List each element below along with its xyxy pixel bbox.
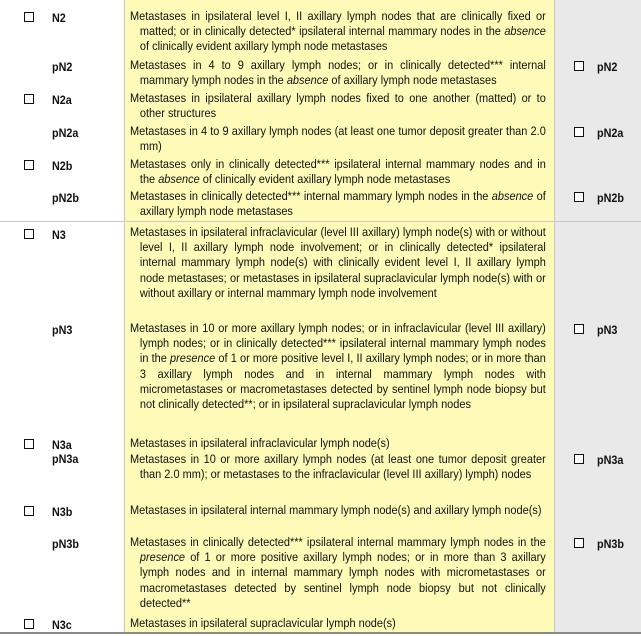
checkbox-n2b[interactable] [24,160,34,170]
description: Metastases in 10 or more axillary lymph nodes (at least one tumor deposit greater than 2.0 mm); or metastases to the infraclavicular (level III axillary) lymph) nodes [130,452,546,482]
column-divider [554,0,555,633]
description: Metastases in clinically detected*** ipsilateral internal mammary lymph nodes in the presence of 1 or more positive axillary lymph nodes; or in more than 3 axillary lymph nodes and in internal mammary lymph nodes with micrometastases or macrometastases detected by sentinel lymph node biopsy but not clinically detected** [130,535,546,610]
checkbox-n3a[interactable] [24,439,34,449]
checkbox-n2[interactable] [24,12,34,22]
code-label-right: pN3a [597,453,624,467]
code-label: N2a [52,93,72,107]
checkbox-pn3[interactable] [574,324,584,334]
code-label: N2 [52,11,66,25]
column-divider [124,0,125,633]
code-label-right: pN3b [597,537,624,551]
code-label: pN3a [52,452,79,466]
row-divider [0,221,641,222]
checkbox-n3b[interactable] [24,506,34,516]
code-label: pN3 [52,323,73,337]
description: Metastases in 4 to 9 axillary lymph nodes (at least one tumor deposit greater than 2.0 mm) [130,124,546,154]
code-label: N2b [52,159,73,173]
description: Metastases in ipsilateral supraclavicular lymph node(s) [130,616,396,630]
description: Metastases in ipsilateral infraclavicular lymph node(s) [130,436,390,450]
description: Metastases in ipsilateral level I, II axillary lymph nodes that are clinically fixed or matted; or in clinically detected* ipsilateral internal mammary nodes in the absence of clinically evident axillary lymph node metastases [130,9,546,54]
description: Metastases in clinically detected*** internal mammary lymph nodes in the absence of axillary lymph node metastases [130,189,546,219]
checkbox-pn2b[interactable] [574,192,584,202]
description: Metastases only in clinically detected*** ipsilateral internal mammary nodes and in the absence of clinically evident axillary lymph node metastases [130,157,546,187]
checkbox-pn2[interactable] [574,61,584,71]
checkbox-pn2a[interactable] [574,127,584,137]
code-label: N3 [52,228,66,242]
code-label: pN3b [52,537,79,551]
description: Metastases in ipsilateral infraclavicular (level III axillary) lymph node(s) with or without level I, II axillary lymph node involvement; or in clinically detected* ipsilateral internal mammary lymph node(s) with clinically evident level I, II axillary lymph node metastases; or metastases in ipsilateral supraclavicular lymph node(s) with or without axillary or internal mammary lymph node involvement [130,225,546,300]
description: Metastases in 10 or more axillary lymph nodes; or in infraclavicular (level III axillary) lymph nodes; or in clinically detected*** ipsilateral internal mammary lymph nodes in the presence of 1 or more positive level I, II axillary lymph nodes; or in more than 3 axillary lymph nodes and in internal mammary lymph nodes with micrometastases or macrometastases detected by sentinel lymph node biopsy but not clinically detected**; or in ipsilateral supraclavicular lymph nodes [130,321,546,412]
description: Metastases in ipsilateral internal mammary lymph node(s) and axillary lymph node(s) [130,503,542,517]
code-label-right: pN2 [597,60,618,74]
checkbox-n2a[interactable] [24,94,34,104]
code-label: pN2a [52,126,79,140]
code-label: N3b [52,505,73,519]
description: Metastases in 4 to 9 axillary lymph nodes; or in clinically detected*** internal mammary lymph nodes in the absence of axillary lymph node metastases [130,58,546,88]
code-label: N3a [52,438,72,452]
checkbox-n3[interactable] [24,229,34,239]
bottom-rule [0,632,641,634]
code-label: pN2 [52,60,73,74]
description: Metastases in ipsilateral axillary lymph nodes fixed to one another (matted) or to other structures [130,91,546,121]
checkbox-n3c[interactable] [24,619,34,629]
code-label: pN2b [52,191,79,205]
checkbox-pn3a[interactable] [574,454,584,464]
code-label: N3c [52,618,72,632]
code-label-right: pN2b [597,191,624,205]
checkbox-pn3b[interactable] [574,538,584,548]
code-label-right: pN3 [597,323,618,337]
code-label-right: pN2a [597,126,624,140]
